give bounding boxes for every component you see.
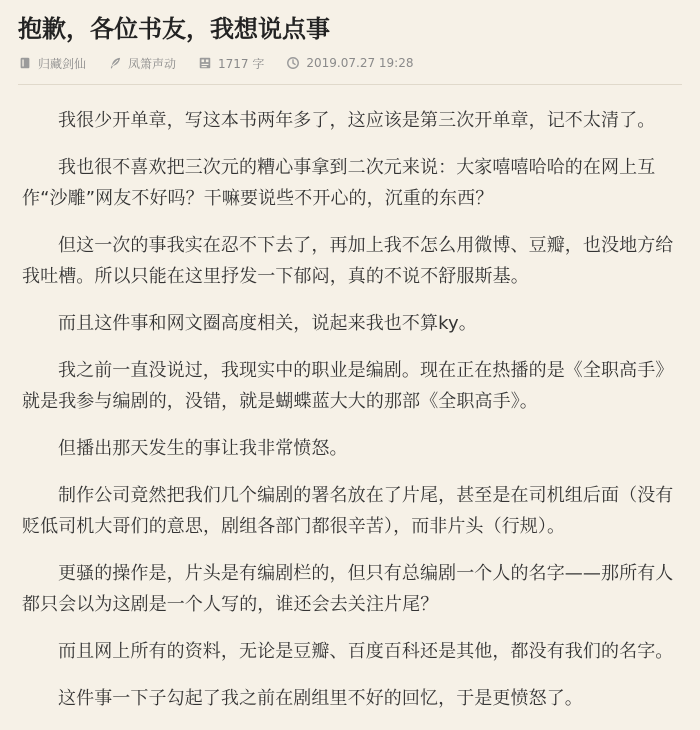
feather-pen-icon	[108, 56, 122, 70]
title-divider	[18, 84, 682, 85]
article-title: 抱歉，各位书友，我想说点事	[18, 15, 330, 43]
article-meta	[18, 54, 436, 72]
paragraph: 这件事一下子勾起了我之前在剧组里不好的回忆，于是更愤怒了。	[58, 688, 583, 709]
word-count-meta	[198, 55, 264, 72]
word-count-icon	[198, 56, 212, 70]
paragraph: 更骚的操作是，片头是有编剧栏的，但只有总编剧一个人的名字——那所有人都只会以为这剧是一个人写的，谁还会去关注片尾？	[22, 563, 674, 615]
paragraph: 而且这件事和网文圈高度相关，说起来我也不算ky。	[58, 313, 477, 334]
paragraph: 而且网上所有的资料，无论是豆瓣、百度百科还是其他，都没有我们的名字。	[58, 641, 674, 662]
author-name: 凤箫声动	[128, 56, 177, 71]
paragraph: 我之前一直没说过，我现实中的职业是编剧。现在正在热播的是《全职高手》就是我参与编剧的，没错，就是蝴蝶蓝大大的那部《全职高手》。	[22, 360, 674, 412]
book-name: 归藏剑仙	[38, 56, 87, 71]
author-meta[interactable]	[108, 55, 176, 72]
clock-icon	[286, 56, 300, 70]
book-meta[interactable]	[18, 55, 86, 72]
paragraph: 我很少开单章，写这本书两年多了，这应该是第三次开单章，记不太清了。	[58, 110, 656, 131]
book-icon	[18, 56, 32, 70]
paragraph: 制作公司竟然把我们几个编剧的署名放在了片尾，甚至是在司机组后面（没有贬低司机大哥们的意思，剧组各部门都很辛苦），而非片头（行规）。	[22, 485, 674, 537]
publish-datetime: 2019.07.27 19:28	[306, 56, 414, 70]
word-count: 1717 字	[218, 56, 265, 71]
paragraph: 我也很不喜欢把三次元的糟心事拿到二次元来说：大家嘻嘻哈哈的在网上互作“沙雕”网友不好吗？干嘛要说些不开心的，沉重的东西？	[22, 157, 656, 209]
article-content	[22, 105, 676, 730]
datetime-meta	[286, 56, 413, 70]
paragraph: 但这一次的事我实在忍不下去了，再加上我不怎么用微博、豆瓣，也没地方给我吐槽。所以只能在这里抒发一下郁闷，真的不说不舒服斯基。	[22, 235, 674, 287]
paragraph: 但播出那天发生的事让我非常愤怒。	[58, 438, 348, 459]
